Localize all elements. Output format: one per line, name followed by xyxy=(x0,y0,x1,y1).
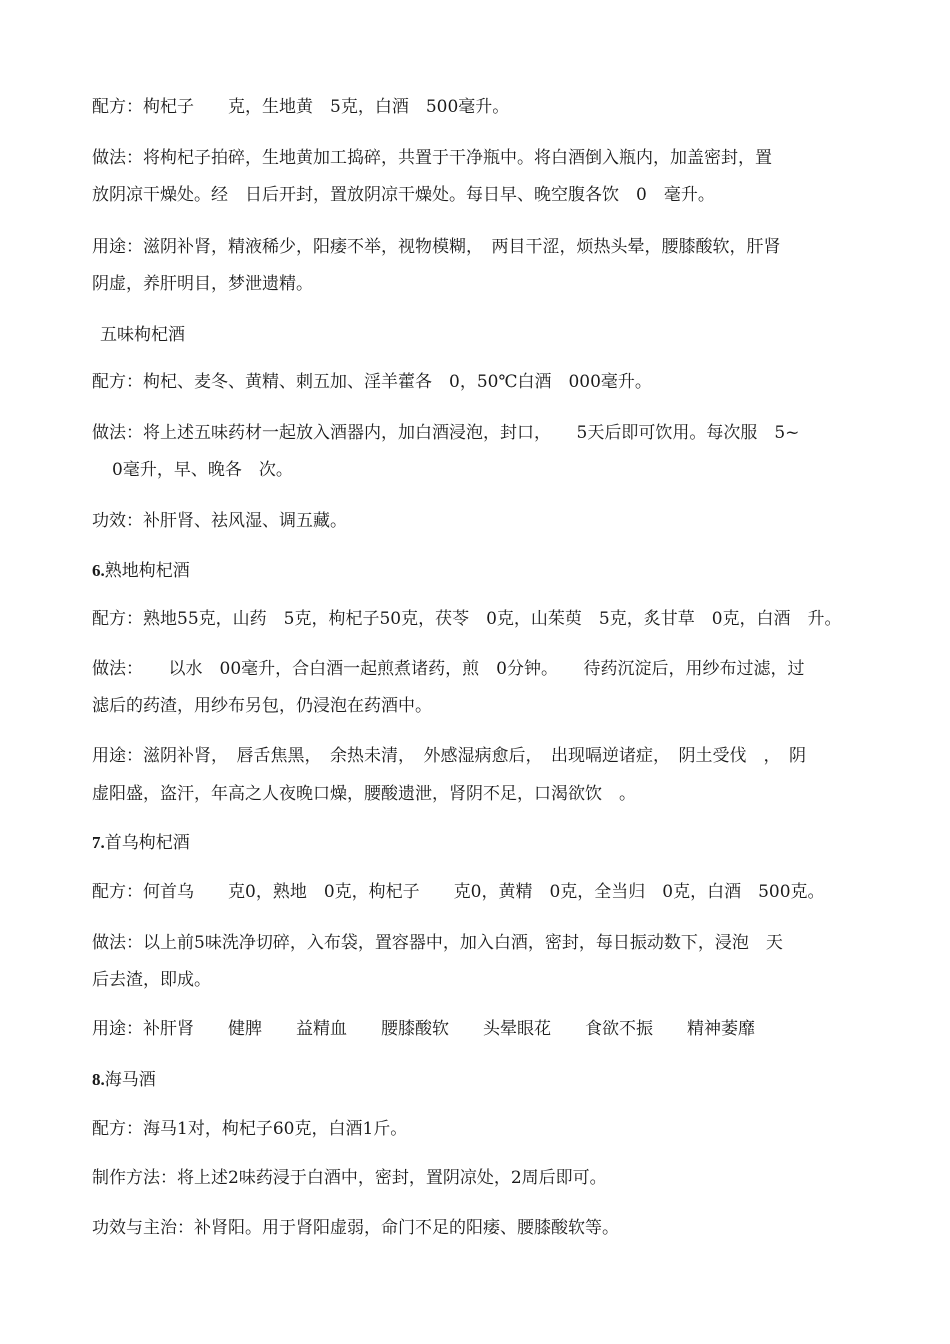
usage-line: 用途：滋阴补肾，精液稀少，阳痿不举，视物模糊， 两目干涩，烦热头晕，腰膝酸软，肝肾 xyxy=(92,237,781,257)
section-number: 7. xyxy=(92,833,105,852)
section-title-wuwei: 五味枸杞酒 xyxy=(100,325,185,345)
formula-line: 配方：枸杞、麦冬、黄精、刺五加、淫羊藿各 0，50℃白酒 000毫升。 xyxy=(92,372,652,392)
usage-line: 用途：补肝肾 健脾 益精血 腰膝酸软 头晕眼花 食欲不振 精神萎靡 xyxy=(92,1019,755,1039)
effect-line: 功效：补肝肾、祛风湿、调五藏。 xyxy=(92,511,347,531)
method-line-cont: 放阴凉干燥处。经 日后开封，置放阴凉干燥处。每日早、晚空腹各饮 0 毫升。 xyxy=(92,185,715,205)
method-line: 制作方法：将上述2味药浸于白酒中，密封，置阴凉处，2周后即可。 xyxy=(92,1168,607,1188)
usage-line: 用途：滋阴补肾， 唇舌焦黑， 余热未清， 外感湿病愈后， 出现嗝逆诸症， 阴土受伐 ， 阴 xyxy=(92,746,806,766)
formula-line: 配方：何首乌 克0，熟地 0克，枸杞子 克0，黄精 0克，全当归 0克，白酒 500克。 xyxy=(92,882,825,902)
section-number: 6. xyxy=(92,561,105,580)
section-title-7 xyxy=(92,832,872,854)
formula-line: 配方：枸杞子 克，生地黄 5克，白酒 500毫升。 xyxy=(92,97,510,117)
formula-line: 配方：熟地55克，山药 5克，枸杞子50克，茯苓 0克，山茱萸 5克，炙甘草 0克，白酒 升。 xyxy=(92,609,842,629)
method-line: 做法： 以水 00毫升，合白酒一起煎煮诸药，煎 0分钟。 待药沉淀后，用纱布过滤，过 xyxy=(92,659,805,679)
section-title-6 xyxy=(92,560,872,582)
method-line-cont: 0毫升，早、晚各 次。 xyxy=(112,460,293,480)
method-line: 做法：以上前5味洗净切碎，入布袋，置容器中，加入白酒，密封，每日振动数下，浸泡 天 xyxy=(92,933,783,953)
section-title-text: 首乌枸杞酒 xyxy=(104,833,190,853)
method-line: 做法：将上述五味药材一起放入酒器内，加白酒浸泡，封口， 5天后即可饮用。每次服 5~ xyxy=(92,423,800,443)
usage-line-cont: 虚阳盛，盗汗，年高之人夜晚口燥，腰酸遗泄，肾阴不足，口渴欲饮 。 xyxy=(92,784,636,804)
formula-line: 配方：海马1对，枸杞子60克，白酒1斤。 xyxy=(92,1119,408,1139)
method-line-cont: 滤后的药渣，用纱布另包，仍浸泡在药酒中。 xyxy=(92,696,432,716)
effect-line: 功效与主治：补肾阳。用于肾阳虚弱，命门不足的阳痿、腰膝酸软等。 xyxy=(92,1218,619,1238)
usage-line-cont: 阴虚，养肝明目，梦泄遗精。 xyxy=(92,274,313,294)
method-line-cont: 后去渣，即成。 xyxy=(92,970,211,990)
section-title-8 xyxy=(92,1069,872,1091)
section-number: 8. xyxy=(92,1070,105,1089)
section-title-text: 熟地枸杞酒 xyxy=(104,561,190,581)
method-line: 做法：将枸杞子拍碎，生地黄加工捣碎，共置于干净瓶中。将白酒倒入瓶内，加盖密封，置 xyxy=(92,148,772,168)
section-title-text: 海马酒 xyxy=(104,1070,156,1090)
